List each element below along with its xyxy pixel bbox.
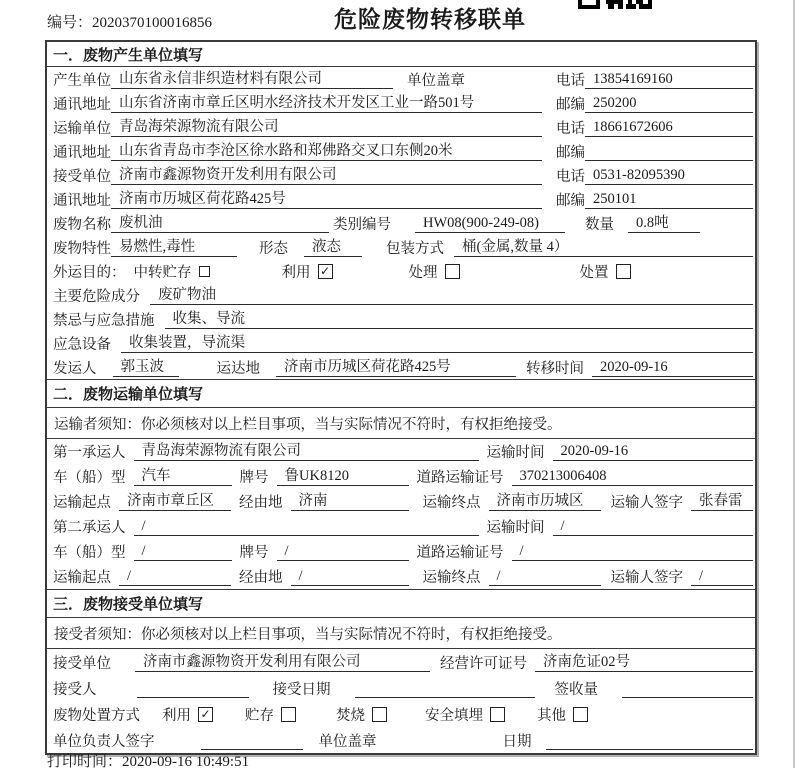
transporter-zip-value	[585, 142, 753, 161]
accept-person-value	[137, 679, 249, 698]
producer-value: 山东省永信非织造材料有限公司	[111, 70, 393, 89]
transporter-address-row	[47, 139, 755, 163]
shipper-label: 发运人	[53, 360, 97, 377]
permit-value: 济南危证02号	[535, 653, 753, 672]
waste-name-row	[47, 211, 755, 235]
taboo-value: 收集、导流	[165, 310, 754, 329]
license2-value: /	[512, 542, 754, 561]
carrier1-time-value: 2020-09-16	[553, 442, 754, 461]
transporter-notice: 运输者须知：你必须核对以上栏目事项，当与实际情况不符时，有权拒绝接受。	[47, 408, 755, 439]
vehicle1-label: 车（船）型	[53, 470, 126, 486]
route2-start-label: 运输起点	[53, 570, 111, 586]
disposal-store-label: 贮存	[245, 707, 274, 724]
receipt-row	[47, 675, 755, 701]
disposal-row	[47, 701, 755, 727]
section2-title: 二．废物运输单位填写	[47, 380, 755, 408]
disposal-use-label: 利用	[162, 707, 191, 724]
receiver-value: 济南市鑫源物资开发利用有限公司	[111, 166, 542, 185]
plate2-value: /	[277, 542, 409, 561]
receipt-amount-label: 签收量	[554, 681, 598, 698]
producer-zip-label: 邮编	[556, 96, 585, 113]
receiver-zip-value: 250101	[585, 190, 753, 209]
waste-name-label: 废物名称	[53, 216, 111, 233]
destination-label: 运达地	[216, 360, 260, 377]
transporter-phone-label: 电话	[556, 120, 585, 137]
producer-address-row	[47, 91, 755, 115]
carrier1-time-label: 运输时间	[486, 445, 545, 461]
waste-traits-row	[47, 235, 755, 259]
destination-value: 济南市历城区荷花路425号	[276, 358, 516, 377]
vehicle1-row	[47, 464, 755, 489]
accept-date-value	[355, 679, 535, 698]
vehicle2-value: /	[134, 542, 232, 561]
accept-date-label: 接受日期	[272, 681, 331, 698]
transfer-time-value: 2020-09-16	[592, 358, 753, 377]
transporter-value: 青岛海荣源物流有限公司	[111, 118, 542, 137]
producer-phone-label: 电话	[556, 72, 585, 89]
producer-zip-value: 250200	[585, 94, 753, 113]
sign-date-value	[546, 731, 754, 750]
vehicle1-value: 汽车	[134, 467, 232, 486]
accept-person-label: 接受人	[53, 681, 97, 698]
route2-end-label: 运输终点	[422, 570, 481, 586]
waste-name-value: 废机油	[111, 214, 329, 233]
waste-form-value: 液态	[304, 238, 362, 257]
purpose-row	[47, 259, 755, 283]
print-time-label: 打印时间：	[47, 754, 123, 768]
purpose-option-dispose-label: 处置	[579, 264, 609, 281]
purpose-label: 外运目的：	[53, 264, 126, 281]
route2-sign-label: 运输人签字	[610, 570, 683, 586]
waste-category-label: 类别编号	[333, 216, 391, 233]
unit-seal2-label: 单位盖章	[318, 733, 377, 750]
receiver-row	[47, 163, 755, 187]
vehicle2-row	[47, 539, 755, 564]
sign-date-label: 日期	[502, 733, 532, 750]
disposal-label: 废物处置方式	[53, 707, 140, 724]
section-receiver	[47, 589, 755, 753]
receiver-address-label: 通讯地址	[53, 192, 111, 209]
receipt-amount-value	[622, 679, 753, 698]
disposal-other-label: 其他	[537, 707, 566, 724]
route2-via-value: /	[291, 567, 409, 586]
disposal-landfill-checkbox	[490, 707, 505, 722]
route1-sign-label: 运输人签字	[610, 495, 683, 511]
purpose-option-use-label: 利用	[281, 264, 311, 281]
unit-seal-label: 单位盖章	[407, 72, 465, 89]
section3-title: 三．废物接受单位填写	[47, 590, 755, 618]
route1-end-label: 运输终点	[422, 495, 481, 511]
route2-row	[47, 564, 755, 589]
receiver-address-value: 济南市历城区荷花路425号	[111, 190, 542, 209]
waste-traits-value: 易燃性,毒性	[111, 238, 237, 257]
waste-category-value: HW08(900-249-08)	[415, 214, 565, 233]
carrier2-time-label: 运输时间	[486, 520, 545, 536]
route1-via-label: 经由地	[239, 495, 283, 511]
taboo-label: 禁忌与应急措施	[53, 312, 155, 329]
receiver-label: 接受单位	[53, 168, 111, 185]
disposal-burn-checkbox	[372, 707, 387, 722]
waste-qty-label: 数量	[585, 216, 614, 233]
section-transporter	[47, 379, 755, 589]
qr-code-fragment-icon	[578, 0, 652, 9]
receiver-phone-value: 0531-82095390	[585, 166, 753, 185]
carrier2-time-value: /	[553, 517, 754, 536]
carrier1-row	[47, 439, 755, 464]
waste-qty-value: 0.8吨	[628, 214, 700, 233]
transporter-address-label: 通讯地址	[53, 144, 111, 161]
transporter-address-value: 山东省青岛市李沧区徐水路和郑佛路交叉口东侧20米	[111, 142, 542, 161]
disposal-other-checkbox	[573, 707, 588, 722]
responsible-sign-value	[201, 731, 303, 750]
waste-pack-value: 桶(金属,数量 4）	[454, 238, 753, 257]
carrier2-row	[47, 514, 755, 539]
plate1-label: 牌号	[239, 470, 269, 486]
route1-start-label: 运输起点	[53, 495, 111, 511]
hazard-row	[47, 283, 755, 307]
transporter-label: 运输单位	[53, 120, 111, 137]
license1-label: 道路运输证号	[416, 470, 504, 486]
producer-label: 产生单位	[53, 72, 111, 89]
receiver-phone-label: 电话	[556, 168, 585, 185]
route1-via-value: 济南	[291, 492, 409, 511]
carrier2-value: /	[134, 517, 479, 536]
page-title: 危险废物转移联单	[334, 6, 526, 32]
receiver-address-row	[47, 187, 755, 211]
route2-via-label: 经由地	[239, 570, 283, 586]
purpose-transfer-checkbox	[199, 266, 210, 277]
section-producer	[47, 42, 755, 379]
transporter-zip-label: 邮编	[556, 144, 585, 161]
taboo-row	[47, 307, 755, 331]
scan-edge-line	[793, 0, 795, 768]
carrier2-label: 第二承运人	[53, 520, 126, 536]
waste-pack-label: 包装方式	[386, 240, 444, 257]
dispatch-row	[47, 355, 755, 379]
vehicle2-label: 车（船）型	[53, 545, 126, 561]
disposal-use-checkbox: ✓	[198, 707, 213, 722]
route2-start-value: /	[119, 567, 231, 586]
receiver-notice: 接受者须知：你必须核对以上栏目事项，当与实际情况不符时，有权拒绝接受。	[47, 618, 755, 649]
equipment-row	[47, 331, 755, 355]
license1-value: 370213006408	[512, 467, 754, 486]
carrier1-value: 青岛海荣源物流有限公司	[134, 442, 479, 461]
purpose-option-treat-label: 处理	[408, 264, 438, 281]
accept-unit-row	[47, 649, 755, 675]
print-time-value: 2020-09-16 10:49:51	[122, 754, 250, 768]
transporter-row	[47, 115, 755, 139]
permit-label: 经营许可证号	[440, 655, 527, 672]
hazard-label: 主要危险成分	[53, 288, 140, 305]
producer-phone-value: 13854169160	[585, 70, 753, 89]
route1-sign-value: 张春雷	[691, 492, 753, 511]
license2-label: 道路运输证号	[416, 545, 504, 561]
equipment-value: 收集装置，导流渠	[121, 334, 753, 353]
producer-row	[47, 67, 755, 91]
shipper-value: 郭玉波	[113, 358, 179, 377]
accept-unit-value: 济南市鑫源物资开发利用有限公司	[135, 653, 430, 672]
serial-value: 2020370100016856	[92, 15, 213, 31]
responsible-sign-label: 单位负责人签字	[53, 733, 155, 750]
equipment-label: 应急设备	[53, 336, 111, 353]
purpose-use-checkbox: ✓	[318, 264, 333, 279]
plate2-label: 牌号	[239, 545, 269, 561]
transfer-time-label: 转移时间	[526, 360, 584, 377]
route2-sign-value: /	[691, 567, 753, 586]
purpose-treat-checkbox	[445, 264, 460, 279]
route1-start-value: 济南市章丘区	[119, 492, 231, 511]
serial-label: 编号：	[47, 15, 93, 31]
accept-unit-label: 接受单位	[53, 655, 111, 672]
waste-traits-label: 废物特性	[53, 240, 111, 257]
disposal-store-checkbox	[281, 707, 296, 722]
route2-end-value: /	[489, 567, 601, 586]
purpose-dispose-checkbox	[616, 264, 631, 279]
section1-title: 一．废物产生单位填写	[47, 42, 755, 67]
producer-address-label: 通讯地址	[53, 96, 111, 113]
waste-form-label: 形态	[259, 240, 288, 257]
route1-end-value: 济南市历城区	[489, 492, 601, 511]
producer-address-value: 山东省济南市章丘区明水经济技术开发区工业一路501号	[111, 94, 542, 113]
purpose-option-transfer-label: 中转贮存	[133, 264, 192, 281]
hazard-value: 废矿物油	[150, 286, 753, 305]
print-time	[47, 750, 249, 768]
receiver-zip-label: 邮编	[556, 192, 585, 209]
disposal-burn-label: 焚烧	[336, 707, 365, 724]
transporter-phone-value: 18661672606	[585, 118, 753, 137]
carrier1-label: 第一承运人	[53, 445, 126, 461]
manifest-form	[45, 40, 757, 755]
route1-row	[47, 489, 755, 514]
plate1-value: 鲁UK8120	[277, 467, 409, 486]
disposal-landfill-label: 安全填埋	[425, 707, 483, 724]
